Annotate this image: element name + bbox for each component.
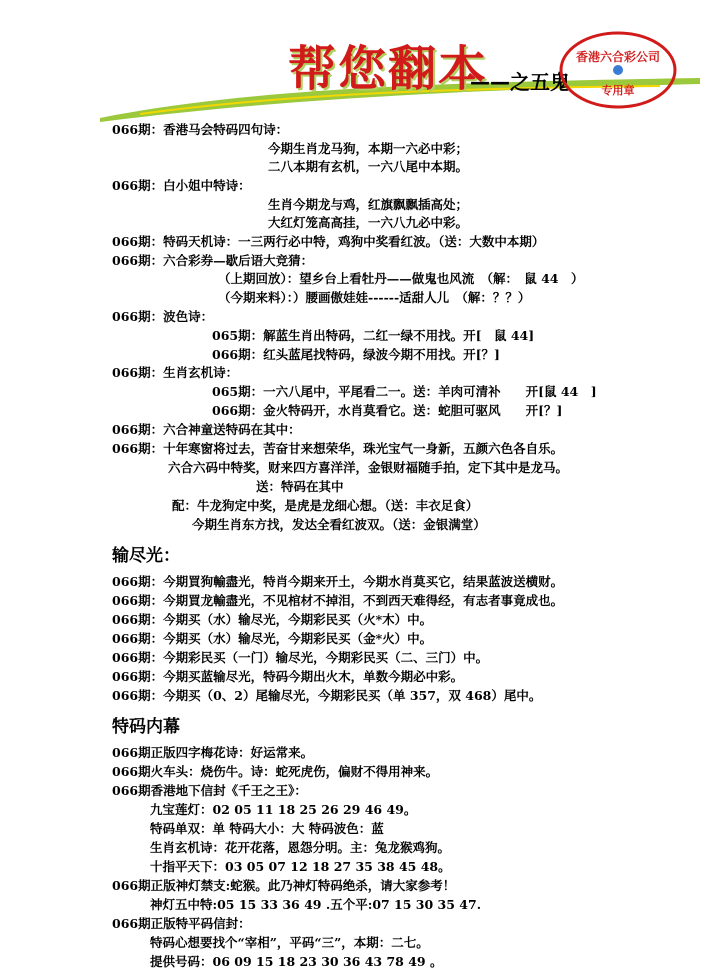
company-seal [558, 30, 678, 110]
text-line: 066期：今期买（0、2）尾输尽光，今期彩民买（单 357，双 468）尾中。 [112, 688, 542, 703]
text-line: 特码单双：单 特码大小：大 特码波色：蓝 [150, 821, 384, 836]
seal-oval-icon [558, 30, 678, 110]
text-line: （上期回放）：望乡台上看牡丹——做鬼也风流 （解： 鼠 44 ） [218, 271, 584, 286]
text-line: （今期来料）：）腰画傲娃娃------适甜人儿 （解：？？） [218, 290, 531, 305]
text-line: 066期：十年寒窗将过去，苦奋甘来想荣华，珠光宝气一身新，五颜六色各自乐。 [112, 441, 564, 456]
text-line: 配：牛龙狗定中奖，是虎是龙细心想。（送：丰衣足食） [172, 498, 479, 513]
text-line: 066期：今期買狗輸盡光，特肖今期来开土，今期水肖莫买它，结果蓝波送横财。 [112, 574, 564, 589]
text-line: 六合六码中特奖，财来四方喜洋洋，金银财福随手拍，定下其中是龙马。 [168, 460, 569, 475]
text-line: 提供号码：06 09 15 18 23 30 36 43 78 49 。 [150, 954, 443, 969]
text-line: 066期：香港马会特码四句诗： [112, 122, 289, 137]
text-line: 066期：今期买（水）输尽光，今期彩民买（火*木）中。 [112, 612, 433, 627]
text-line: 066期：红头蓝尾找特码，绿波今期不用找。开[？] [212, 347, 500, 362]
text-line: 神灯五中特:05 15 33 36 49 .五个平:07 15 30 35 47. [150, 897, 482, 912]
text-line: 066期：波色诗： [112, 309, 214, 324]
text-line: 066期：白小姐中特诗： [112, 178, 251, 193]
text-line: 066期：金火特码开，水肖莫看它。送：蛇胆可驱风 开[？] [212, 403, 563, 418]
text-line: 066期：生肖玄机诗： [112, 365, 239, 380]
page-subtitle: ——之五鬼 [470, 70, 570, 94]
text-line: 送：特码在其中 [256, 479, 344, 494]
text-line: 二八本期有玄机，一六八尾中本期。 [268, 159, 469, 174]
text-line: 066期：今期买蓝输尽光，特码今期出火木，单数今期必中彩。 [112, 669, 464, 684]
section-heading: 输尽光： [112, 546, 180, 566]
text-line: 066期香港地下信封《千王之王》： [112, 783, 307, 798]
section-heading: 特码内幕 [112, 717, 180, 737]
text-line: 065期：解蓝生肖出特码，二红一绿不用找。开[ 鼠 44] [212, 328, 535, 343]
text-line: 生肖玄机诗：花开花落，恩怨分明。主：兔龙猴鸡狗。 [150, 840, 451, 855]
text-line: 065期：一六八尾中，平尾看二一。送：羊肉可清补 开[鼠 44 ] [212, 384, 597, 399]
page-header [0, 0, 720, 118]
text-line: 066期：今期买（水）输尽光，今期彩民买（金*火）中。 [112, 631, 433, 646]
text-line: 特码心想要找个“宰相”，平码“三”，本期：二七。 [150, 935, 429, 950]
text-line: 066期正版四字梅花诗：好运常来。 [112, 745, 314, 760]
seal-bottom-text: 专用章 [601, 84, 635, 97]
text-line: 生肖今期龙与鸡，红旗飘飘插高处； [268, 197, 469, 212]
text-line: 大红灯笼高高挂，一六八九必中彩。 [268, 215, 469, 230]
text-line: 066期正版神灯禁支:蛇猴。此乃神灯特码绝杀，请大家参考！ [112, 878, 456, 893]
text-line: 066期：今期彩民买（一门）输尽光，今期彩民买（二、三门）中。 [112, 650, 489, 665]
text-line: 十指平天下：03 05 07 12 18 27 35 38 45 48。 [150, 859, 451, 874]
text-line: 九宝莲灯：02 05 11 18 25 26 29 46 49。 [150, 802, 417, 817]
text-line: 今期生肖东方找，发达全看红波双。（送：金银满堂） [192, 517, 486, 532]
text-line: 066期正版特平码信封： [112, 916, 251, 931]
text-line: 066期火车头：烧伤牛。诗：蛇死虎伤，偏财不得用神来。 [112, 764, 439, 779]
page-title: 帮您翻本 [288, 41, 489, 97]
text-line: 今期生肖龙马狗，本期一六必中彩； [268, 141, 469, 156]
text-line: 066期：特码天机诗：一三两行必中特，鸡狗中奖看红波。（送：大数中本期） [112, 234, 545, 249]
text-line: 066期：六合神童送特码在其中： [112, 422, 301, 437]
seal-top-text: 香港六合彩公司 [575, 50, 660, 64]
text-line: 066期：今期買龙輸盡光，不见棺材不掉泪，不到西天难得经，有志者事竟成也。 [112, 593, 564, 608]
text-line: 066期：六合彩券—歇后语大竞猜： [112, 253, 314, 268]
